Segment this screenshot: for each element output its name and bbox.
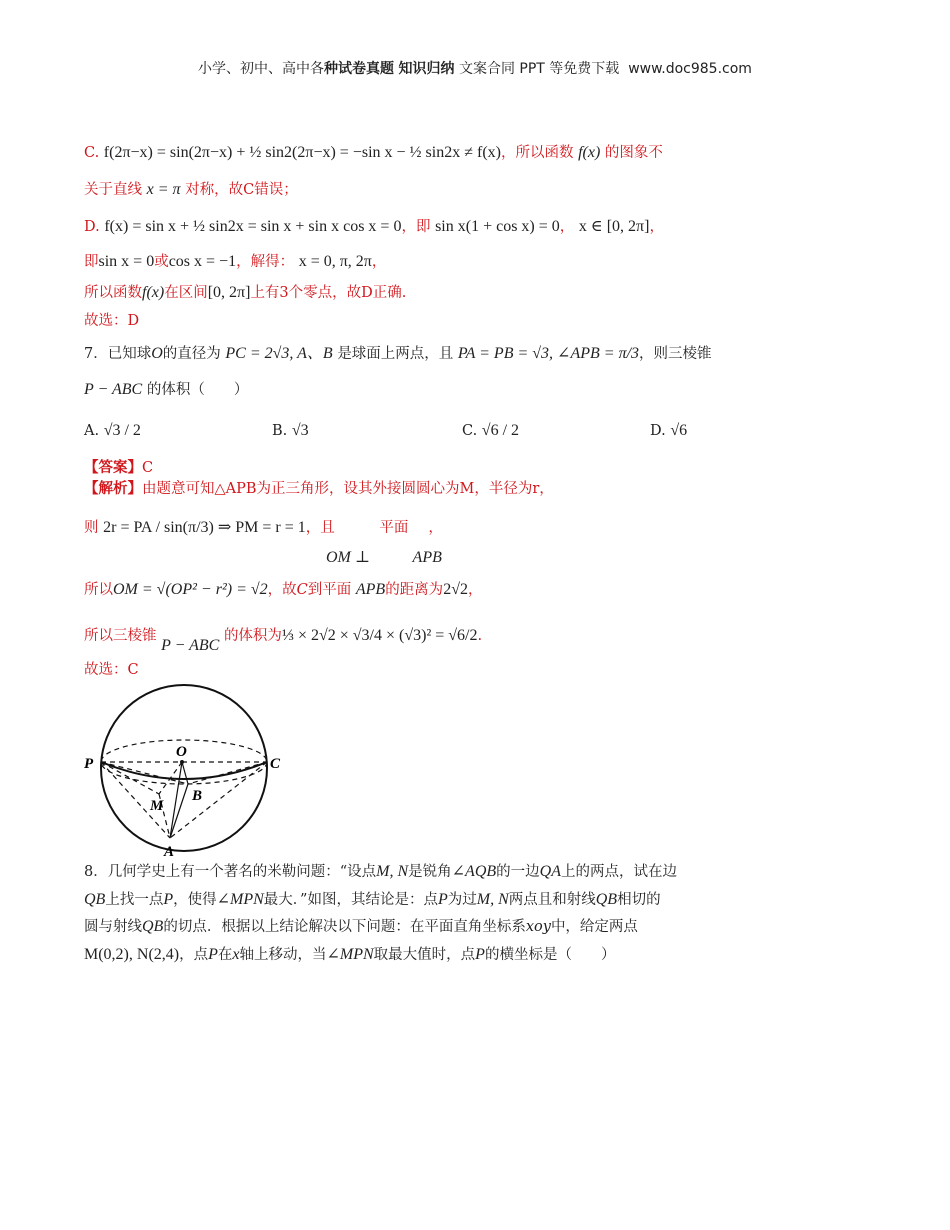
q7-a3m3: 2√2 [443,581,468,598]
q7-a2-then: 则 [84,520,99,536]
q7-s1m3: PA = PB = √3, ∠APB = π/3 [457,345,640,362]
q7-s2a: 的体积（ ） [146,382,249,398]
q6-d-range: x ∈ [0, 2π] [578,218,650,235]
q6-c-text2: 的图象不 [604,145,663,161]
q7-a3c: C [296,582,308,598]
q6-d-l3m1: f(x) [142,284,165,301]
q8-l1c: 的一边 [496,864,540,880]
q8-l2m: QB [84,891,106,908]
segment-ab [170,784,188,838]
q7-option-b[interactable] [272,422,309,440]
q7-a2-and: ，且 [305,520,335,536]
q8-l2c: 最大．”如图，其结论是：点 [263,892,438,908]
q7-a4b: 的体积为 [223,628,282,644]
q8-l3d: 中，给定两点 [550,919,638,935]
q8-l2b: ，使得 [173,892,217,908]
q6-d-formula: f(x) = sin x + ½ sin2x = sin x + sin x cos x = 0 [104,218,402,235]
q8-line1 [84,862,677,882]
q7-final-answer: 故选：C [84,662,139,678]
q8-line4 [84,945,615,965]
q7-a2-plane: 平面 [379,520,409,536]
q7-optA-value: √3 / 2 [103,422,141,439]
q7-analysis-line2 [84,518,443,538]
header-text-1: 小学、初中、高中各 [198,61,325,77]
q6-option-c-line1 [84,143,663,163]
q7-s1m1: O [151,345,163,362]
q7-a4a: 所以三棱锥 [84,628,157,644]
q8-l4a: ，点 [179,947,209,963]
q8-l2a: 上找一点 [105,892,164,908]
q8-l4m5: P [475,946,485,963]
q7-analysis1: 由题意可知△APB为正三角形，设其外接圆圆心为M，半径为r， [142,481,554,497]
q7-a3a: 所以 [84,582,113,598]
page-header [0,58,950,78]
label-a: A [164,844,175,860]
q6-d-l2m1: sin x = 0 [98,253,155,270]
label-p: P [84,756,94,772]
q8-l4m2: P [208,946,218,963]
q7-s1b: 的直径为 [162,346,221,362]
q7-optD-label: D. [650,423,666,439]
q7-analysis-tag: 【解析】 [84,480,142,497]
q6-c-text1: ，所以函数 [500,145,574,161]
q6-option-d-line2 [84,252,386,272]
q7-optB-label: B. [272,423,288,439]
q6-d-label: D. [84,219,100,235]
q6-d-l2m3: x = 0, π, 2π [298,253,372,270]
q8-l3m: QB [142,918,164,935]
label-m: M [150,798,164,814]
q7-optC-label: C. [462,423,478,439]
q7-answer [84,458,153,478]
q7-s2m: P − ABC [84,381,143,398]
q8-l4m: M(0,2), N(2,4) [84,946,180,963]
q6-option-c-line2 [84,180,298,200]
q6-d-l3b: 在区间 [164,285,208,301]
q7-analysis-line1 [84,479,554,499]
q8-l2d: 为过 [447,892,477,908]
sphere-figure [84,678,294,860]
q7-s1m2: PC = 2√3, A、B [225,345,333,362]
q7-optA-label: A. [84,423,100,439]
q7-stem-line1 [84,344,712,364]
q7-analysis-line3 [84,580,482,600]
q8-l2m5: M, N [476,891,509,908]
segment-pb [101,762,188,784]
q8-l1m2: ∠AQB [451,863,497,880]
q6-d-formula2: sin x(1 + cos x) = 0 [435,218,560,235]
q6-c-line2a: 关于直线 [84,182,142,198]
q8-l3a: 圆与射线 [84,919,142,935]
q7-optD-value: √6 [670,422,688,439]
q8-l2m6: QB [595,891,618,908]
header-text-3: 知识归纳 [398,61,455,77]
q8-l1: 8．几何学史上有一个著名的米勒问题：“设点 [84,864,377,880]
q7-analysis-line4 [84,626,483,654]
q6-d-l3a: 所以函数 [84,285,142,301]
q7-option-a[interactable] [84,422,141,440]
q8-l3b: 的切点．根据以上结论解决以下问题：在平面直角坐标系 [163,919,526,935]
q7-a3d: 到平面 [307,582,352,598]
header-text-4: 文案合同 PPT 等免费下载 [458,61,620,77]
q7-a2-sub [326,548,442,568]
q6-d-text2: ， [559,219,575,235]
q6-c-label: C. [84,145,100,161]
q6-d-l2b: 或 [154,254,169,270]
q7-optB-value: √3 [291,422,309,439]
q7-a2-om: OM ⊥ [326,549,370,566]
q7-a3b: ，故 [267,582,297,598]
q6-d-l2c: ，解得： [236,254,295,270]
q7-a3e: 的距离为 [385,582,444,598]
q8-l4b: 在 [217,947,233,963]
q7-s1d: ，则三棱锥 [639,346,712,362]
q8-l4d: 取最大值时，点 [373,947,476,963]
header-url[interactable]: www.doc985.com [628,61,752,77]
q8-l4m4: ∠MPN [326,946,374,963]
q7-a2-formula: 2r = PA / sin(π/3) ⇒ PM = r = 1 [103,519,306,536]
q6-d-l3c: 上有3个零点，故D正确. [250,285,407,301]
q7-a3f: ， [467,582,483,598]
q6-d-l2m2: cos x = −1 [168,253,237,270]
q8-l4m3: x [232,946,240,963]
q7-a4c: . [477,628,483,644]
segment-pm [101,762,159,794]
q7-a2-apb: APB [412,549,442,566]
q6-c-line2m: x = π [146,181,181,198]
q7-s1c: 是球面上两点，且 [337,346,454,362]
q8-line2 [84,890,661,910]
q8-l4e: 的横坐标是（ ） [484,947,616,963]
q8-l2e: 两点且和射线 [508,892,596,908]
q7-a2-comma: ， [428,520,443,536]
q6-c-line2b: 对称，故C错误； [185,182,298,198]
q8-l2m4: P [437,891,448,908]
q8-line3 [84,917,638,937]
segment-oa [170,762,182,838]
label-o: O [176,744,187,760]
q7-a4m: P − ABC [161,637,220,654]
q6-d-l2d: ， [371,254,387,270]
q7-answer-value: C [142,460,154,476]
q6-answer: 故选：D [84,313,140,329]
q6-c-fx: f(x) [578,144,601,161]
q7-a3m2: APB [355,581,386,598]
q7-answer-tag: 【答案】 [84,459,142,476]
q6-d-text1: ，即 [401,219,431,235]
label-b: B [192,788,203,804]
q6-option-d-line3 [84,283,406,303]
q7-a4formula: ⅓ × 2√2 × √3/4 × (√3)² = √6/2 [281,627,478,644]
header-text-2: 种试卷真题 [324,61,395,77]
q6-d-text3: ， [649,219,664,235]
q7-stem-line2 [84,380,248,400]
q8-l1b: 是锐角 [408,864,452,880]
q7-optC-value: √6 / 2 [481,422,520,439]
q6-option-d-line1 [84,217,664,237]
segment-ob [182,762,188,784]
label-c: C [270,756,281,772]
q8-l1m3: QA [539,863,561,880]
point-o [180,760,184,764]
q7-option-d[interactable] [650,422,687,440]
q8-l3c: xoy [525,919,551,935]
q8-l1d: 上的两点，试在边 [560,864,677,880]
q7-a3m: OM = √(OP² − r²) = √2 [113,581,268,598]
q6-d-l3m2: [0, 2π] [207,284,251,301]
q8-l2m2: P [163,891,174,908]
q8-l1m: M, N [376,863,409,880]
q8-l4c: 轴上移动，当 [239,947,327,963]
q6-d-l2a: 即 [84,254,99,270]
q7-option-c[interactable] [462,422,519,440]
q7-s1a: 7．已知球 [84,346,152,362]
q6-c-formula: f(2π−x) = sin(2π−x) + ½ sin2(2π−x) = −sin x − ½ sin2x ≠ f(x) [103,144,501,161]
q8-l2f: 相切的 [617,892,661,908]
q8-l2m3: ∠MPN [216,891,264,908]
